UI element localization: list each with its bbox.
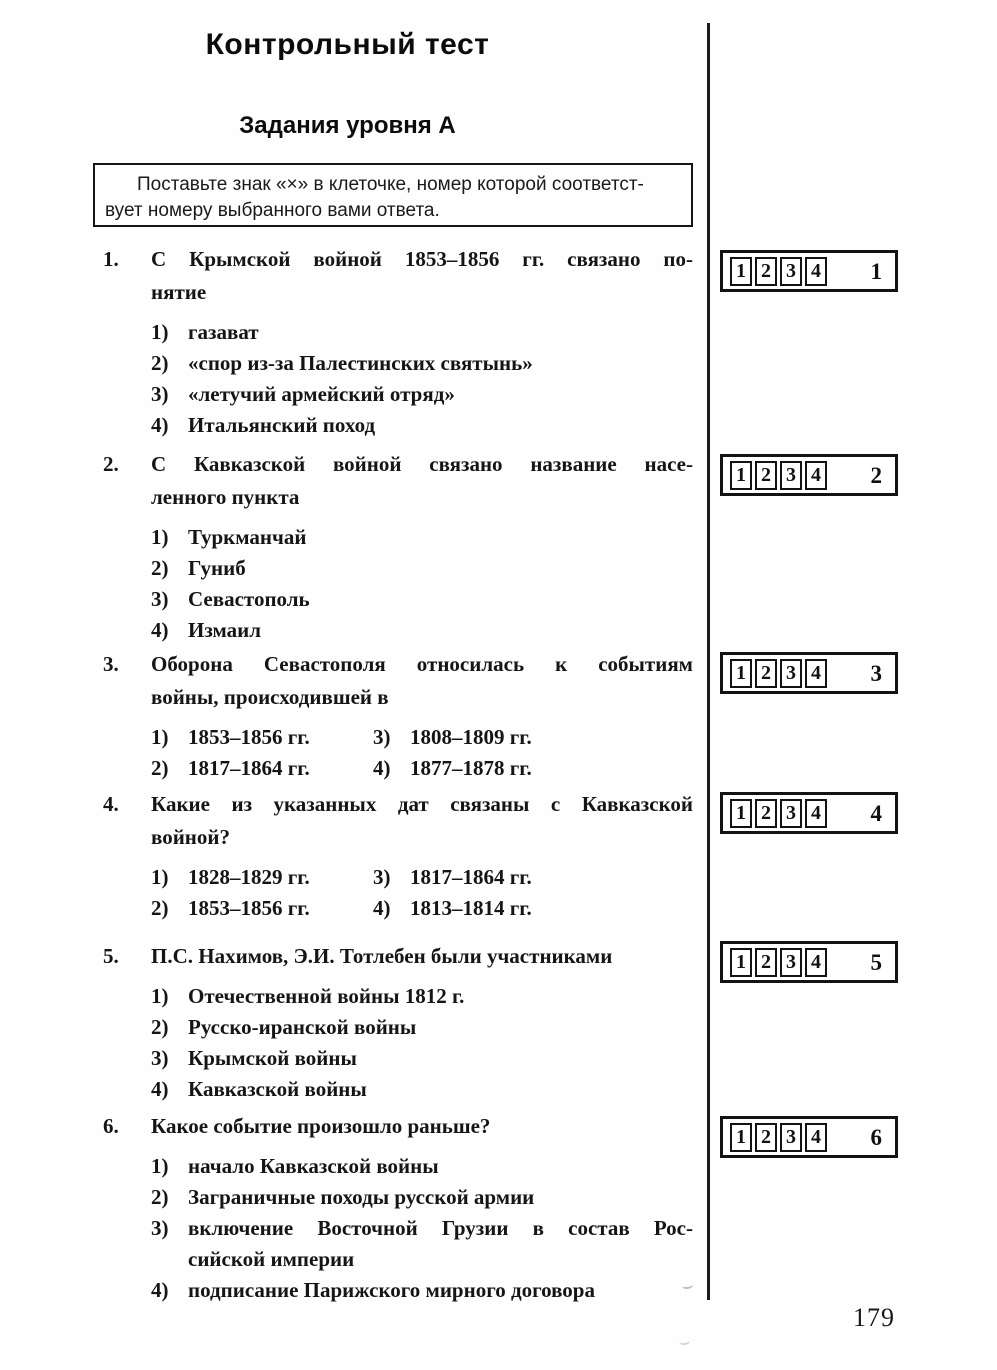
question-1 (100, 243, 693, 441)
answer-cell-2[interactable]: 2 (755, 257, 777, 286)
answer-cell-4[interactable]: 4 (805, 1123, 827, 1152)
option-number: 3) (373, 865, 391, 889)
option-number: 2) (151, 351, 169, 375)
answer-box-question-number: 3 (870, 661, 882, 686)
option-number: 3) (151, 382, 169, 406)
option-number: 4) (151, 1278, 169, 1302)
option-text: Туркманчай (188, 525, 307, 549)
question-number: 1. (103, 247, 119, 271)
option-number: 4) (373, 896, 391, 920)
answer-option (373, 753, 693, 784)
answer-option (151, 317, 693, 348)
answer-cell-1[interactable]: 1 (730, 659, 752, 688)
answer-cell-3[interactable]: 3 (780, 948, 802, 977)
answer-option (373, 722, 693, 753)
option-number: 1) (151, 1154, 169, 1178)
answer-cell-2[interactable]: 2 (755, 1123, 777, 1152)
option-text: Кавказской войны (188, 1077, 367, 1101)
option-number: 4) (151, 1077, 169, 1101)
answer-option (151, 1182, 693, 1213)
answer-cell-4[interactable]: 4 (805, 948, 827, 977)
answer-box-question-number: 2 (870, 463, 882, 488)
answer-option (151, 584, 693, 615)
answer-option (373, 893, 693, 924)
option-text: 1817–1864 гг. (410, 865, 532, 889)
question-5 (100, 940, 693, 1105)
instruction-line: вует номеру выбранного вами ответа. (105, 200, 440, 221)
option-text-line: включение Восточной Грузии в состав Рос- (188, 1216, 693, 1240)
answer-option (373, 862, 693, 893)
answer-cell-4[interactable]: 4 (805, 659, 827, 688)
answer-cell-3[interactable]: 3 (780, 461, 802, 490)
option-text (188, 1213, 693, 1275)
question-text-line: нятие (151, 280, 207, 304)
question-text-line: Оборона Севастополя относилась к событиям (151, 652, 693, 676)
option-text: «спор из-за Палестинских святынь» (188, 351, 533, 375)
option-text: 1877–1878 гг. (410, 756, 532, 780)
question-number: 3. (103, 652, 119, 676)
option-number: 4) (151, 618, 169, 642)
answer-option (151, 615, 693, 646)
option-number: 4) (151, 413, 169, 437)
question-2 (100, 448, 693, 646)
answer-option (151, 553, 693, 584)
question-6 (100, 1110, 693, 1306)
answer-option (151, 1213, 693, 1275)
answer-option (151, 722, 373, 753)
answer-option (151, 1043, 693, 1074)
option-text: газават (188, 320, 259, 344)
answer-cell-1[interactable]: 1 (730, 1123, 752, 1152)
option-text: Итальянский поход (188, 413, 376, 437)
answer-cell-4[interactable]: 4 (805, 799, 827, 828)
answer-option (151, 1074, 693, 1105)
answer-box-question-number: 5 (870, 950, 882, 975)
page-title: Контрольный тест (205, 28, 490, 61)
answer-cell-1[interactable]: 1 (730, 257, 752, 286)
answer-cell-2[interactable]: 2 (755, 461, 777, 490)
answer-option (151, 1151, 693, 1182)
answer-cell-2[interactable]: 2 (755, 948, 777, 977)
question-text-line: войной? (151, 825, 230, 849)
option-number: 1) (151, 865, 169, 889)
question-text-line: С Кавказской войной связано название насе- (151, 452, 693, 476)
option-number: 3) (151, 1216, 169, 1240)
answer-option (151, 1012, 693, 1043)
answer-box-5 (720, 941, 898, 983)
option-text: 1808–1809 гг. (410, 725, 532, 749)
answer-cells (730, 1123, 827, 1152)
answer-option (151, 981, 693, 1012)
option-text-line: сийской империи (188, 1247, 355, 1271)
option-number: 4) (373, 756, 391, 780)
answer-box-3 (720, 652, 898, 694)
instruction-line: Поставьте знак «×» в клеточке, номер которой соответст- (137, 174, 644, 195)
answer-cell-3[interactable]: 3 (780, 257, 802, 286)
answer-cell-3[interactable]: 3 (780, 1123, 802, 1152)
answer-cell-3[interactable]: 3 (780, 799, 802, 828)
option-number: 1) (151, 984, 169, 1008)
answer-cell-2[interactable]: 2 (755, 659, 777, 688)
option-number: 2) (151, 896, 169, 920)
answer-cells (730, 948, 827, 977)
answer-cell-3[interactable]: 3 (780, 659, 802, 688)
answer-cell-1[interactable]: 1 (730, 461, 752, 490)
answer-cells (730, 659, 827, 688)
option-text: Крымской войны (188, 1046, 357, 1070)
answer-option (151, 348, 693, 379)
answer-option (151, 522, 693, 553)
question-text-line: Какое событие произошло раньше? (151, 1114, 491, 1138)
option-text: Русско-иранской войны (188, 1015, 417, 1039)
question-number: 2. (103, 452, 119, 476)
option-text: Измаил (188, 618, 262, 642)
question-text-line: Какие из указанных дат связаны с Кавказской (151, 792, 693, 816)
option-text: Отечественной войны 1812 г. (188, 984, 465, 1008)
option-number: 2) (151, 1185, 169, 1209)
answer-option (151, 862, 373, 893)
option-text: 1853–1856 гг. (188, 725, 310, 749)
answer-cell-4[interactable]: 4 (805, 257, 827, 286)
option-text: Заграничные походы русской армии (188, 1185, 535, 1209)
answer-box-4 (720, 792, 898, 834)
answer-option (151, 753, 373, 784)
option-number: 3) (151, 1046, 169, 1070)
option-text: 1817–1864 гг. (188, 756, 310, 780)
answer-cell-2[interactable]: 2 (755, 799, 777, 828)
option-number: 1) (151, 725, 169, 749)
option-text: Севастополь (188, 587, 310, 611)
option-text: подписание Парижского мирного договора (188, 1278, 595, 1302)
answer-cell-1[interactable]: 1 (730, 948, 752, 977)
option-number: 3) (373, 725, 391, 749)
answer-box-1 (720, 250, 898, 292)
instruction-box (93, 163, 693, 227)
answer-box-question-number: 6 (870, 1125, 882, 1150)
question-text-line: ленного пункта (151, 485, 300, 509)
option-text: 1853–1856 гг. (188, 896, 310, 920)
page-number: 179 (853, 1303, 895, 1332)
answer-box-6 (720, 1116, 898, 1158)
option-text: «летучий армейский отряд» (188, 382, 455, 406)
option-text: начало Кавказской войны (188, 1154, 439, 1178)
answer-option (151, 410, 693, 441)
section-title: Задания уровня А (239, 112, 456, 139)
answer-cells (730, 461, 827, 490)
answer-cell-4[interactable]: 4 (805, 461, 827, 490)
column-divider (707, 23, 710, 1300)
question-number: 6. (103, 1114, 119, 1138)
answer-option (151, 893, 373, 924)
question-text-line: войны, происходившей в (151, 685, 389, 709)
answer-box-question-number: 4 (870, 801, 882, 826)
scan-artifact (679, 1337, 691, 1345)
option-text: Гуниб (188, 556, 246, 580)
question-3 (100, 648, 693, 784)
answer-option (151, 1275, 693, 1306)
answer-box-2 (720, 454, 898, 496)
option-number: 1) (151, 320, 169, 344)
option-number: 2) (151, 756, 169, 780)
question-text-line: П.С. Нахимов, Э.И. Тотлебен были участниками (151, 944, 613, 968)
option-number: 2) (151, 1015, 169, 1039)
option-text: 1813–1814 гг. (410, 896, 532, 920)
answer-cells (730, 257, 827, 286)
option-number: 2) (151, 556, 169, 580)
answer-cells (730, 799, 827, 828)
answer-option (151, 379, 693, 410)
option-number: 1) (151, 525, 169, 549)
question-text-line: С Крымской войной 1853–1856 гг. связано по- (151, 247, 693, 271)
question-number: 4. (103, 792, 119, 816)
answer-box-question-number: 1 (870, 259, 882, 284)
option-text: 1828–1829 гг. (188, 865, 310, 889)
question-4 (100, 788, 693, 924)
question-number: 5. (103, 944, 119, 968)
answer-cell-1[interactable]: 1 (730, 799, 752, 828)
option-number: 3) (151, 587, 169, 611)
